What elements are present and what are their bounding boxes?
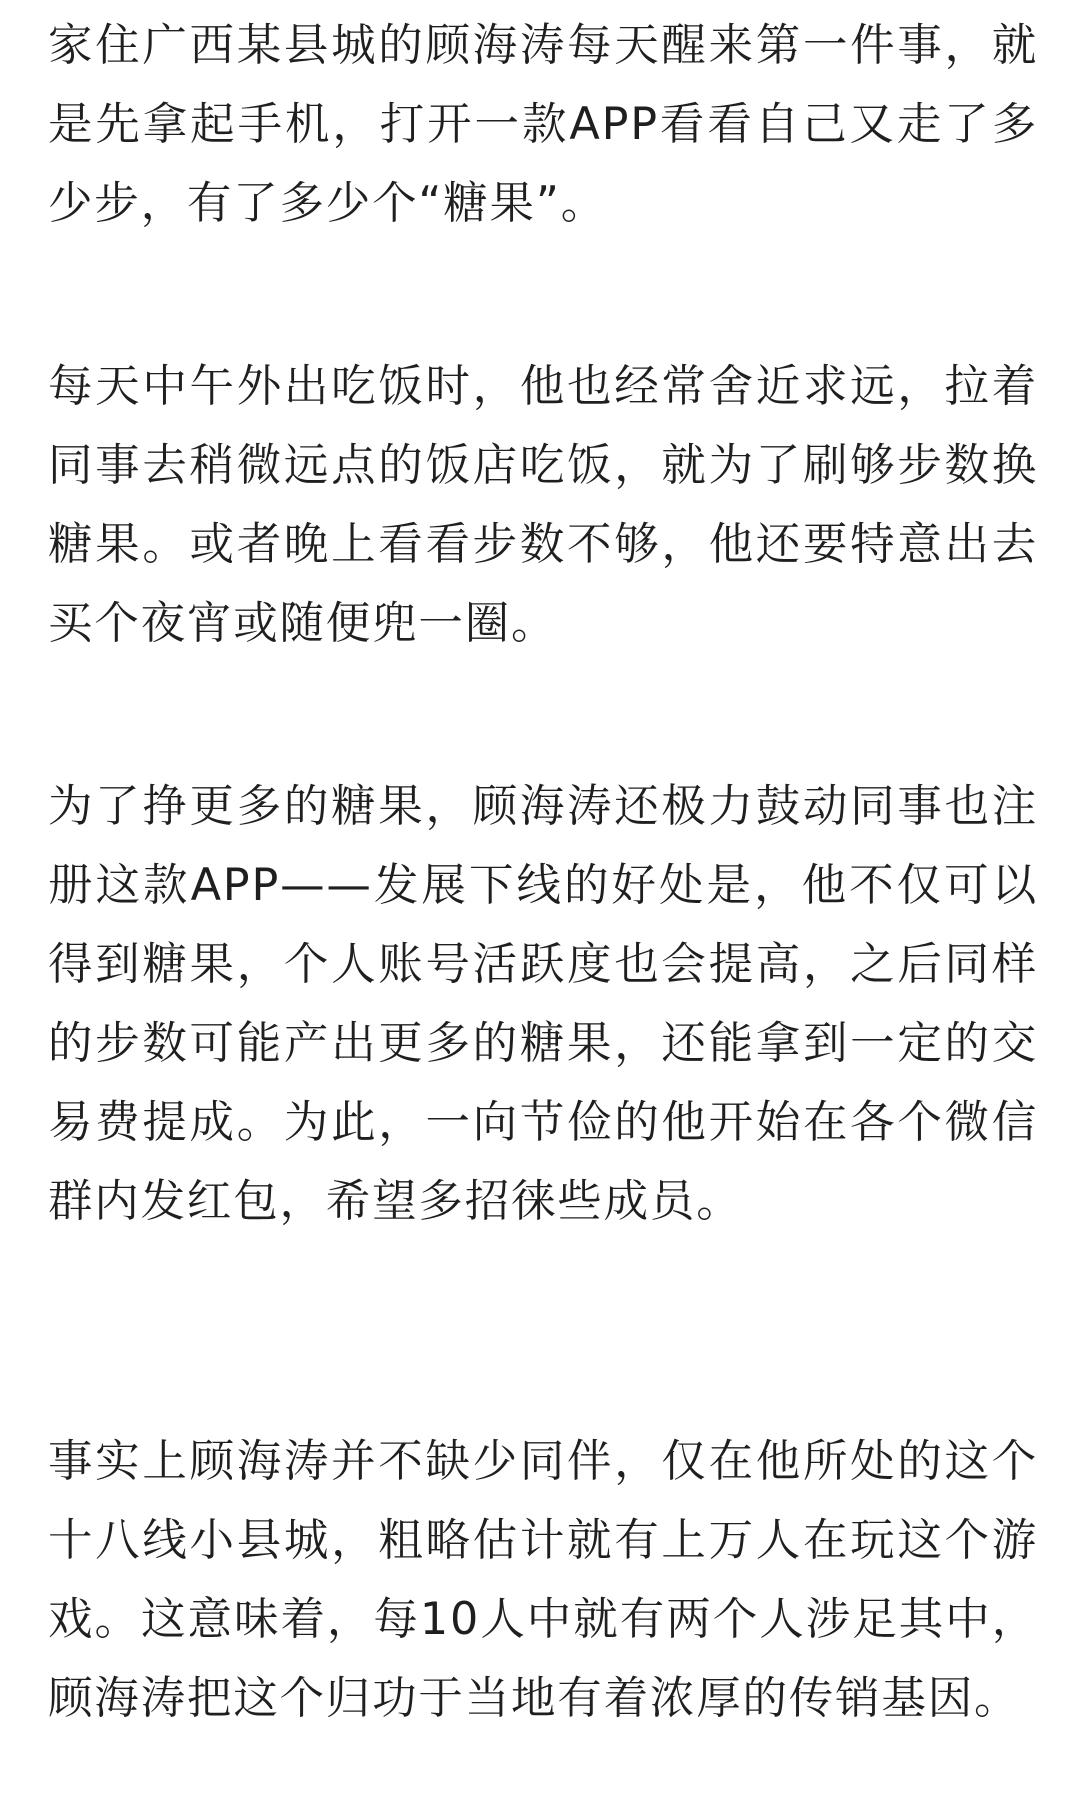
paragraph-1: 家住广西某县城的顾海涛每天醒来第一件事，就是先拿起手机，打开一款APP看看自己又走了多少步，有了多少个“糖果”。 bbox=[48, 20, 1038, 229]
paragraph-3: 为了挣更多的糖果，顾海涛还极力鼓动同事也注册这款APP——发展下线的好处是，他不仅可以得到糖果，个人账号活跃度也会提高，之后同样的步数可能产出更多的糖果，还能拿到一定的交易费提成。为此，一向节俭的他开始在各个微信群内发红包，希望多招徕些成员。 bbox=[48, 781, 1038, 1227]
paragraph-4: 事实上顾海涛并不缺少同伴，仅在他所处的这个十八线小县城，粗略估计就有上万人在玩这个游戏。这意味着，每10人中就有两个人涉足其中，顾海涛把这个归功于当地有着浓厚的传销基因。 bbox=[48, 1436, 1038, 1724]
paragraph-2: 每天中午外出吃饭时，他也经常舍近求远，拉着同事去稍微远点的饭店吃饭，就为了刷够步数换糖果。或者晚上看看步数不够，他还要特意出去买个夜宵或随便兜一圈。 bbox=[48, 361, 1038, 649]
